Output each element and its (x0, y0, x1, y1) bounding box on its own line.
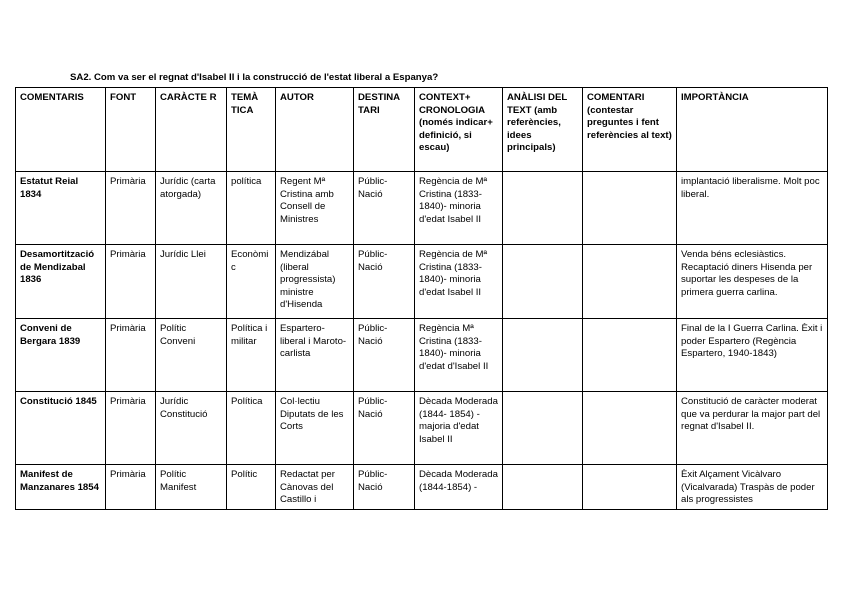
cell-font: Primària (106, 172, 156, 245)
cell-autor: Col·lectiu Diputats de les Corts (276, 392, 354, 465)
cell-caracter: Polític Manifest (156, 465, 227, 510)
header-comentaris: COMENTARIS (16, 88, 106, 172)
commentary-table (15, 87, 828, 510)
cell-destinatari: Públic-Nació (354, 319, 415, 392)
cell-context: Regència de Mª Cristina (1833-1840)- minoria d'edat Isabel II (415, 172, 503, 245)
table-row (16, 392, 828, 465)
cell-caracter: Polític Conveni (156, 319, 227, 392)
cell-tematica: Política i militar (227, 319, 276, 392)
cell-comentari (583, 172, 677, 245)
cell-font: Primària (106, 319, 156, 392)
cell-tematica: política (227, 172, 276, 245)
cell-comentari (583, 465, 677, 510)
header-tematica: TEMÀ TICA (227, 88, 276, 172)
cell-tematica: Política (227, 392, 276, 465)
cell-analisi (503, 172, 583, 245)
cell-caracter: Jurídic Constitució (156, 392, 227, 465)
cell-tematica: Polític (227, 465, 276, 510)
header-analisi: ANÀLISI DEL TEXT (amb referències, idees principals) (503, 88, 583, 172)
cell-autor: Regent Mª Cristina amb Consell de Ministres (276, 172, 354, 245)
cell-tematica: Econòmic (227, 245, 276, 319)
header-destinatari: DESTINA TARI (354, 88, 415, 172)
table-row (16, 245, 828, 319)
cell-context: Dècada Moderada (1844- 1854) - majoria d'edat Isabel II (415, 392, 503, 465)
cell-importancia: Venda béns eclesiàstics. Recaptació diners Hisenda per suportar les despeses de la primera guerra carlina. (677, 245, 828, 319)
header-row (16, 88, 828, 172)
table-row (16, 172, 828, 245)
cell-destinatari: Públic-Nació (354, 465, 415, 510)
cell-autor: Redactat per Cànovas del Castillo i (276, 465, 354, 510)
table-row (16, 465, 828, 510)
cell-analisi (503, 245, 583, 319)
header-context: CONTEXT+ CRONOLOGIA (només indicar+ definició, si escau) (415, 88, 503, 172)
cell-destinatari: Públic-Nació (354, 245, 415, 319)
cell-comentari (583, 392, 677, 465)
table-row (16, 319, 828, 392)
cell-autor: Espartero- liberal i Maroto- carlista (276, 319, 354, 392)
header-importancia: IMPORTÀNCIA (677, 88, 828, 172)
cell-importancia: implantació liberalisme. Molt poc liberal. (677, 172, 828, 245)
cell-font: Primària (106, 245, 156, 319)
cell-context: Regència de Mª Cristina (1833-1840)- minoria d'edat Isabel II (415, 245, 503, 319)
cell-font: Primària (106, 465, 156, 510)
cell-comentaris: Manifest de Manzanares 1854 (16, 465, 106, 510)
document-title: SA2. Com va ser el regnat d'Isabel II i la construcció de l'estat liberal a Espanya? (70, 72, 439, 83)
cell-caracter: Jurídic Llei (156, 245, 227, 319)
cell-importancia: Final de la I Guerra Carlina. Èxit i poder Espartero (Regència Espartero, 1940-1843) (677, 319, 828, 392)
cell-comentaris: Conveni de Bergara 1839 (16, 319, 106, 392)
cell-analisi (503, 319, 583, 392)
cell-comentaris: Estatut Reial 1834 (16, 172, 106, 245)
header-autor: AUTOR (276, 88, 354, 172)
cell-analisi (503, 465, 583, 510)
header-font: FONT (106, 88, 156, 172)
cell-autor: Mendizábal (liberal progressista) ministre d'Hisenda (276, 245, 354, 319)
cell-font: Primària (106, 392, 156, 465)
cell-comentari (583, 319, 677, 392)
cell-importancia: Constitució de caràcter moderat que va perdurar la major part del regnat d'Isabel II. (677, 392, 828, 465)
cell-comentaris: Constitució 1845 (16, 392, 106, 465)
cell-destinatari: Públic-Nació (354, 172, 415, 245)
cell-comentaris: Desamortització de Mendizabal 1836 (16, 245, 106, 319)
cell-comentari (583, 245, 677, 319)
cell-context: Regència Mª Cristina (1833-1840)- minoria d'edat d'Isabel II (415, 319, 503, 392)
header-caracter: CARÀCTE R (156, 88, 227, 172)
cell-destinatari: Públic-Nació (354, 392, 415, 465)
cell-context: Dècada Moderada (1844-1854) - (415, 465, 503, 510)
cell-importancia: Èxit Alçament Vicàlvaro (Vicalvarada) Traspàs de poder als progressistes (677, 465, 828, 510)
cell-caracter: Jurídic (carta atorgada) (156, 172, 227, 245)
cell-analisi (503, 392, 583, 465)
header-comentari: COMENTARI (contestar preguntes i fent referències al text) (583, 88, 677, 172)
